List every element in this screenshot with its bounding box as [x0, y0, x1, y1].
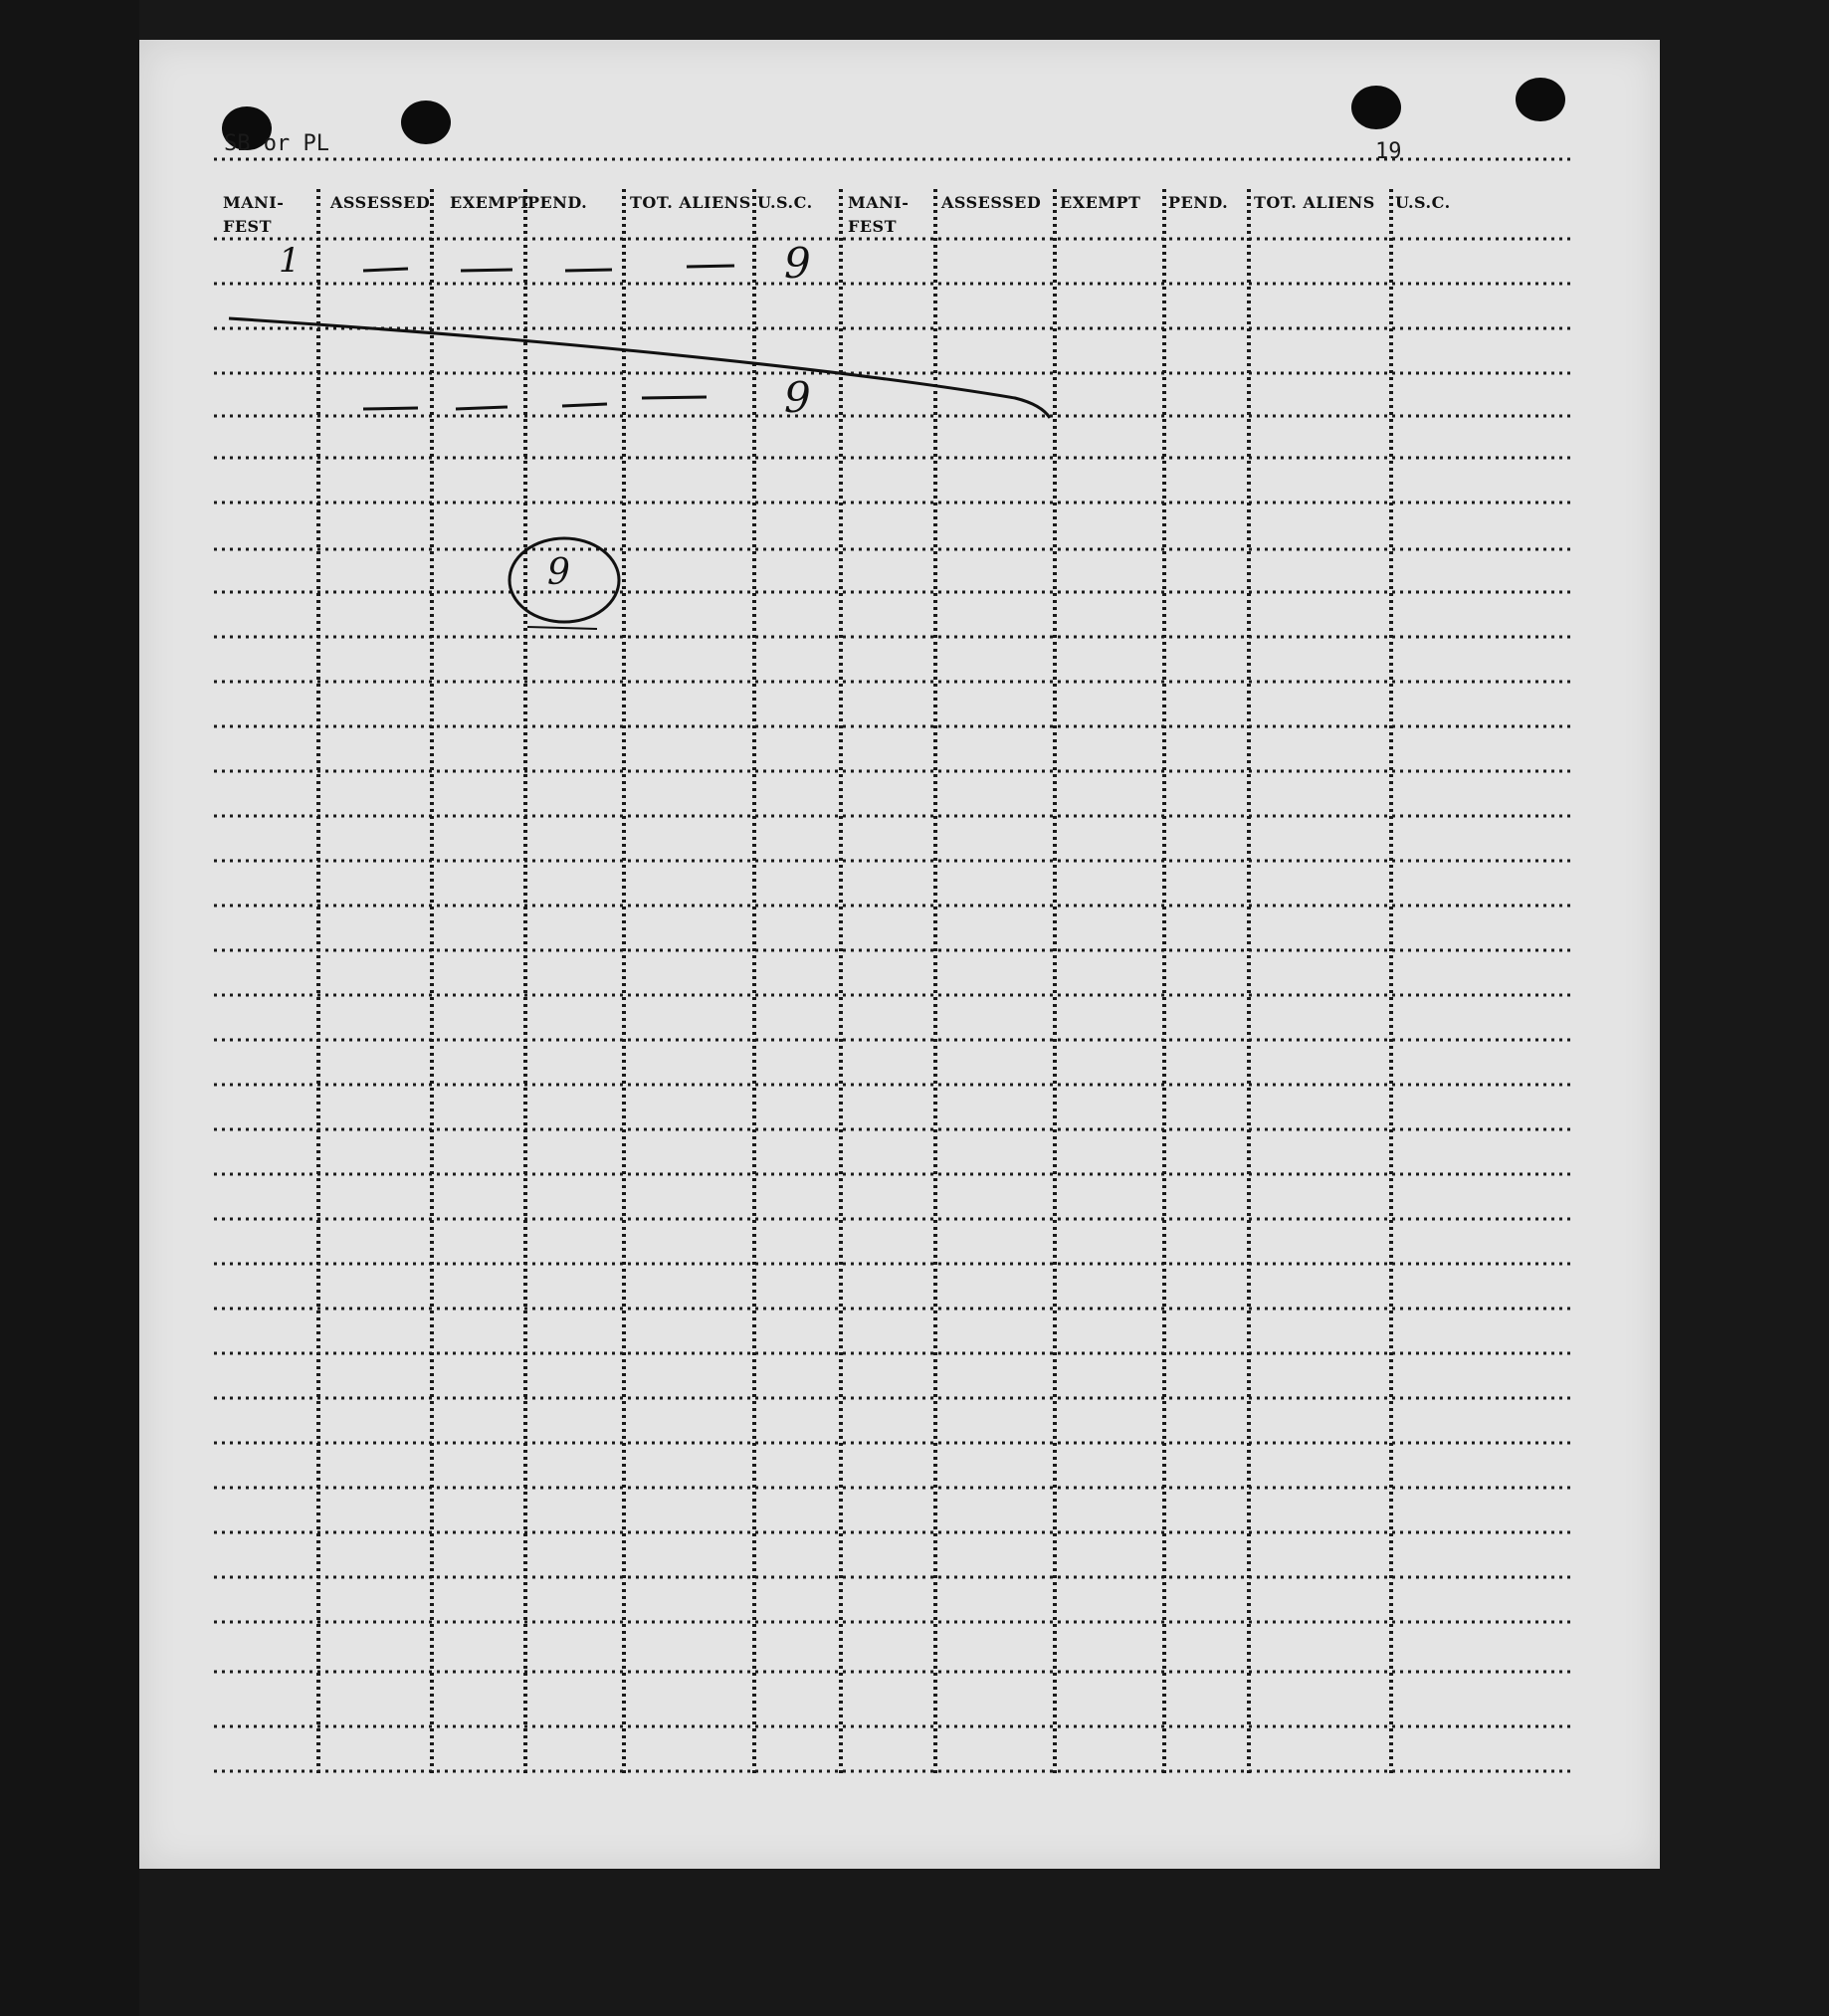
row1-usc-entry: 9: [784, 239, 811, 288]
scan-edge: [0, 0, 139, 2016]
col-head-exempt-b: EXEMPT: [1060, 193, 1141, 212]
year-label: 19: [1375, 139, 1402, 164]
col-head-manifest: MANI-: [223, 193, 285, 212]
col-head-exempt: EXEMPT: [450, 193, 531, 212]
col-head-manifest-2: FEST: [223, 217, 273, 236]
row1-manifest-entry: 1: [279, 241, 301, 281]
dash-marks: [363, 266, 734, 409]
col-head-usc: U.S.C.: [757, 193, 813, 212]
ledger-grid: [139, 40, 1660, 1869]
col-head-tot-aliens: TOT. ALIENS: [630, 193, 751, 212]
col-head-usc-b: U.S.C.: [1395, 193, 1451, 212]
col-head-manifest-b-2: FEST: [848, 217, 898, 236]
col-head-manifest-b: MANI-: [848, 193, 910, 212]
col-head-pend-b: PEND.: [1168, 193, 1229, 212]
col-head-pend: PEND.: [527, 193, 588, 212]
strike-through-line: [229, 318, 1050, 418]
col-head-assessed-b: ASSESSED: [941, 193, 1042, 212]
col-head-assessed: ASSESSED: [330, 193, 431, 212]
ledger-page: [139, 40, 1660, 1869]
form-label: SB or PL: [224, 131, 329, 156]
row3-usc-entry: 9: [784, 373, 811, 422]
circled-total-entry: 9: [547, 552, 570, 593]
col-head-tot-aliens-b: TOT. ALIENS: [1254, 193, 1375, 212]
